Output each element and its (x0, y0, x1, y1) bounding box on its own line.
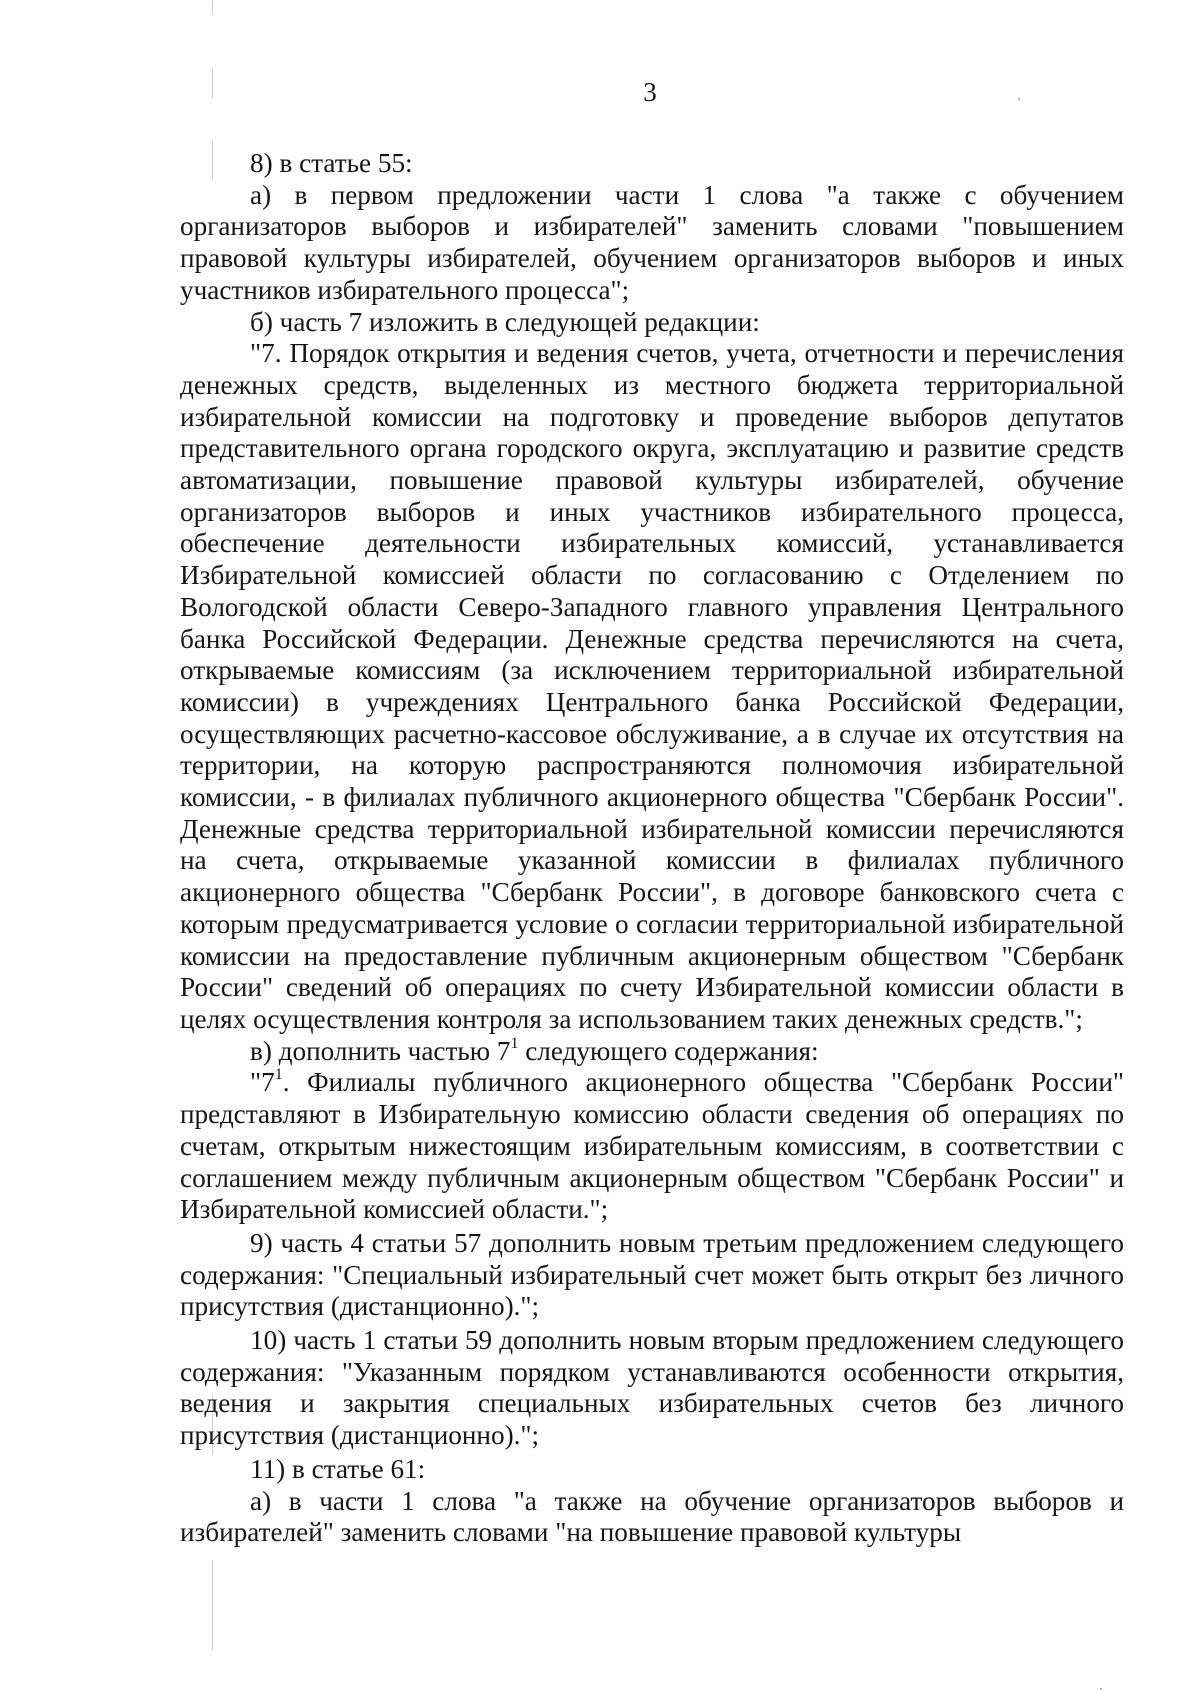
superscript: 1 (274, 1066, 283, 1084)
paragraph-11a: а) в части 1 слова "а также на обучение организаторов выборов и избирателей" заменить словами "на повышение правовой культуры (180, 1485, 1124, 1548)
paragraph-9: 9) часть 4 статьи 57 дополнить новым третьим предложением следующего содержания: "Специальный избирательный счет может быть открыт без личного присутствия (дистанционно)."; (180, 1227, 1124, 1322)
paragraph-8b: б) часть 7 изложить в следующей редакции: (250, 306, 760, 337)
paragraph-11: 11) в статье 61: (250, 1453, 426, 1484)
paragraph-8v-text: в) дополнить частью 7 (250, 1035, 511, 1066)
paragraph-8: 8) в статье 55: (250, 148, 413, 178)
document-body (180, 148, 1124, 1549)
page-number: 3 (643, 77, 657, 107)
paragraph-part-7: "7. Порядок открытия и ведения счетов, учета, отчетности и перечисления денежных средств, выделенных из местного бюджета территориальной избирательной комиссии на подготовку и проведение выборов депутатов представительного органа городского округа, эксплуатацию и развитие средств автоматизации, повышение правовой культуры избирателей, обучение организаторов выборов и иных участников избирательного процесса, обеспечение деятельности избирательных комиссий, устанавливается Избирательной комиссией области по согласованию с Отделением по Вологодской области Северо-Западного главного управления Центрального банка Российской Федерации. Денежные средства перечисляются на счета, открываемые комиссиям (за исключением территориальной избирательной комиссии) в учреждениях Центрального банка Российской Федерации, осуществляющих расчетно-кассовое обслуживание, а в случае их отсутствия на территории, на которую распространяются полномочия избирательной комиссии, - в филиалах публичного акционерного общества "Сбербанк России". Денежные средства территориальной избирательной комиссии перечисляются на счета, открываемые указанной комиссии в филиалах публичного акционерного общества "Сбербанк России", в договоре банковского счета с которым предусматривается условие о согласии территориальной избирательной комиссии на предоставление публичным акционерным обществом "Сбербанк России" сведений об операциях по счету Избирательной комиссии области в целях осуществления контроля за использованием таких денежных средств."; (180, 338, 1124, 1034)
paragraph-10: 10) часть 1 статьи 59 дополнить новым вторым предложением следующего содержания: "Указанным порядком устанавливаются особенности открытия, ведения и закрытия специальных избирательных счетов без личного присутствия (дистанционно)."; (180, 1325, 1124, 1451)
paragraph-part-7-1-start: "7 (250, 1067, 275, 1098)
superscript: 1 (510, 1034, 519, 1052)
paragraph-8v-text-end: следующего содержания: (518, 1035, 819, 1066)
paragraph-8v (180, 1036, 1124, 1068)
paragraph-part-7-1-text: . Филиалы публичного акционерного общества "Сбербанк России" представляют в Избирательную комиссию области сведения об операциях по счетам, открытым нижестоящим избирательным комиссиям, в соответствии с соглашением между публичным акционерным обществом "Сбербанк России" и Избирательной комиссией области."; (180, 1067, 1124, 1225)
scan-margin-line (212, 0, 213, 14)
scan-dot (1100, 1688, 1102, 1690)
paragraph-part-7-1 (180, 1067, 1124, 1226)
paragraph-8a: а) в первом предложении части 1 слова "а также с обучением организаторов выборов и избирателей" заменить словами "повышением правовой культуры избирателей, обучением организаторов выборов и иных участников избирательного процесса"; (180, 179, 1124, 305)
scan-margin-line (212, 1560, 213, 1650)
